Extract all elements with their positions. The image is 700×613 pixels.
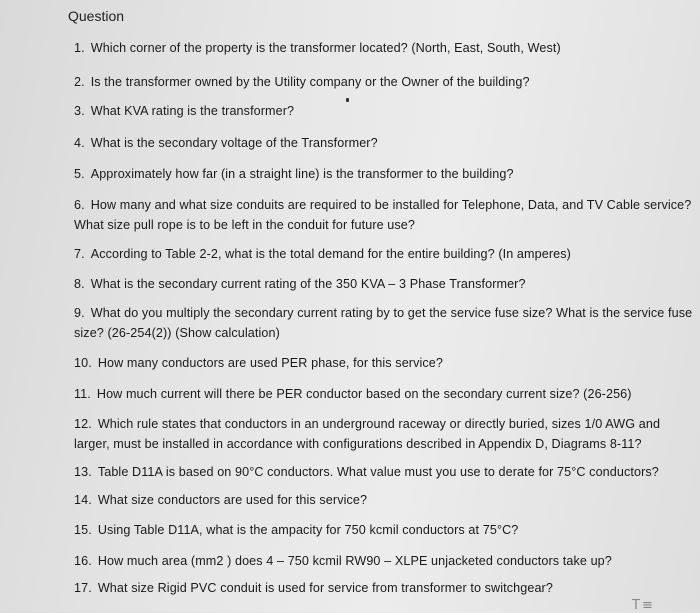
- question-number: 4.: [74, 136, 85, 150]
- question-text: How many conductors are used PER phase, for this service?: [97, 356, 444, 370]
- question-11: [74, 384, 694, 404]
- question-3: [74, 101, 694, 121]
- question-number: 11.: [74, 387, 91, 401]
- question-text: How much area (mm2 ) does 4 – 750 kcmil RW90 – XLPE unjacketed conductors take up?: [97, 554, 612, 568]
- question-number: 15.: [74, 523, 92, 537]
- page-heading: Question: [68, 8, 125, 24]
- question-text: What is the secondary current rating of the 350 KVA – 3 Phase Transformer?: [90, 277, 526, 291]
- question-text: According to Table 2-2, what is the total demand for the entire building? (In amperes): [90, 247, 571, 261]
- question-5: [74, 164, 694, 184]
- question-text: Using Table D11A, what is the ampacity for 750 kcmil conductors at 75°C?: [97, 523, 519, 537]
- question-17: [74, 578, 694, 598]
- question-number: 16.: [74, 554, 92, 568]
- question-text: What KVA rating is the transformer?: [90, 104, 295, 118]
- question-number: 1.: [74, 41, 85, 55]
- question-number: 14.: [74, 493, 92, 507]
- question-number: 12.: [74, 417, 92, 431]
- question-number: 6.: [74, 198, 85, 212]
- question-14: [74, 490, 694, 510]
- question-text: What size Rigid PVC conduit is used for service from transformer to switchgear?: [97, 581, 553, 595]
- question-16: [74, 551, 694, 571]
- question-text: What do you multiply the secondary current rating by to get the service fuse size? What is the service fuse size? (26-254(2)) (Show calculation): [74, 306, 693, 340]
- question-number: 10.: [74, 356, 92, 370]
- question-2: [74, 72, 694, 92]
- question-6: [74, 195, 694, 235]
- cursor-mark: [346, 98, 349, 102]
- question-15: [74, 520, 694, 540]
- question-4: [74, 133, 694, 153]
- question-13: [74, 462, 694, 482]
- question-text: Is the transformer owned by the Utility company or the Owner of the building?: [90, 75, 530, 89]
- question-1: [74, 38, 694, 58]
- corner-mark-icon: T≡: [632, 598, 655, 613]
- question-12: [74, 414, 694, 454]
- question-number: 13.: [74, 465, 92, 479]
- question-number: 8.: [74, 277, 85, 291]
- question-text: Table D11A is based on 90°C conductors. What value must you use to derate for 75°C conductors?: [97, 465, 659, 479]
- question-text: What size conductors are used for this service?: [97, 493, 368, 507]
- question-text: How much current will there be PER conductor based on the secondary current size? (26-256): [96, 387, 632, 401]
- question-9: [74, 303, 694, 343]
- question-number: 3.: [74, 104, 85, 118]
- question-text: Which corner of the property is the transformer located? (North, East, South, West): [90, 41, 561, 55]
- question-8: [74, 274, 694, 294]
- question-number: 2.: [74, 75, 85, 89]
- question-text: Which rule states that conductors in an underground raceway or directly buried, sizes 1/0 AWG and larger, must be installed in accordance with configurations described in Appendix D, Diagrams 8-11?: [74, 417, 661, 451]
- question-number: 5.: [74, 167, 85, 181]
- question-number: 9.: [74, 306, 85, 320]
- question-text: Approximately how far (in a straight line) is the transformer to the building?: [90, 167, 514, 181]
- question-10: [74, 353, 694, 373]
- question-text: How many and what size conduits are required to be installed for Telephone, Data, and TV Cable service? What size pull rope is to be left in the conduit for future use?: [74, 198, 692, 232]
- question-text: What is the secondary voltage of the Transformer?: [90, 136, 378, 150]
- question-number: 17.: [74, 581, 92, 595]
- question-number: 7.: [74, 247, 85, 261]
- question-7: [74, 244, 694, 264]
